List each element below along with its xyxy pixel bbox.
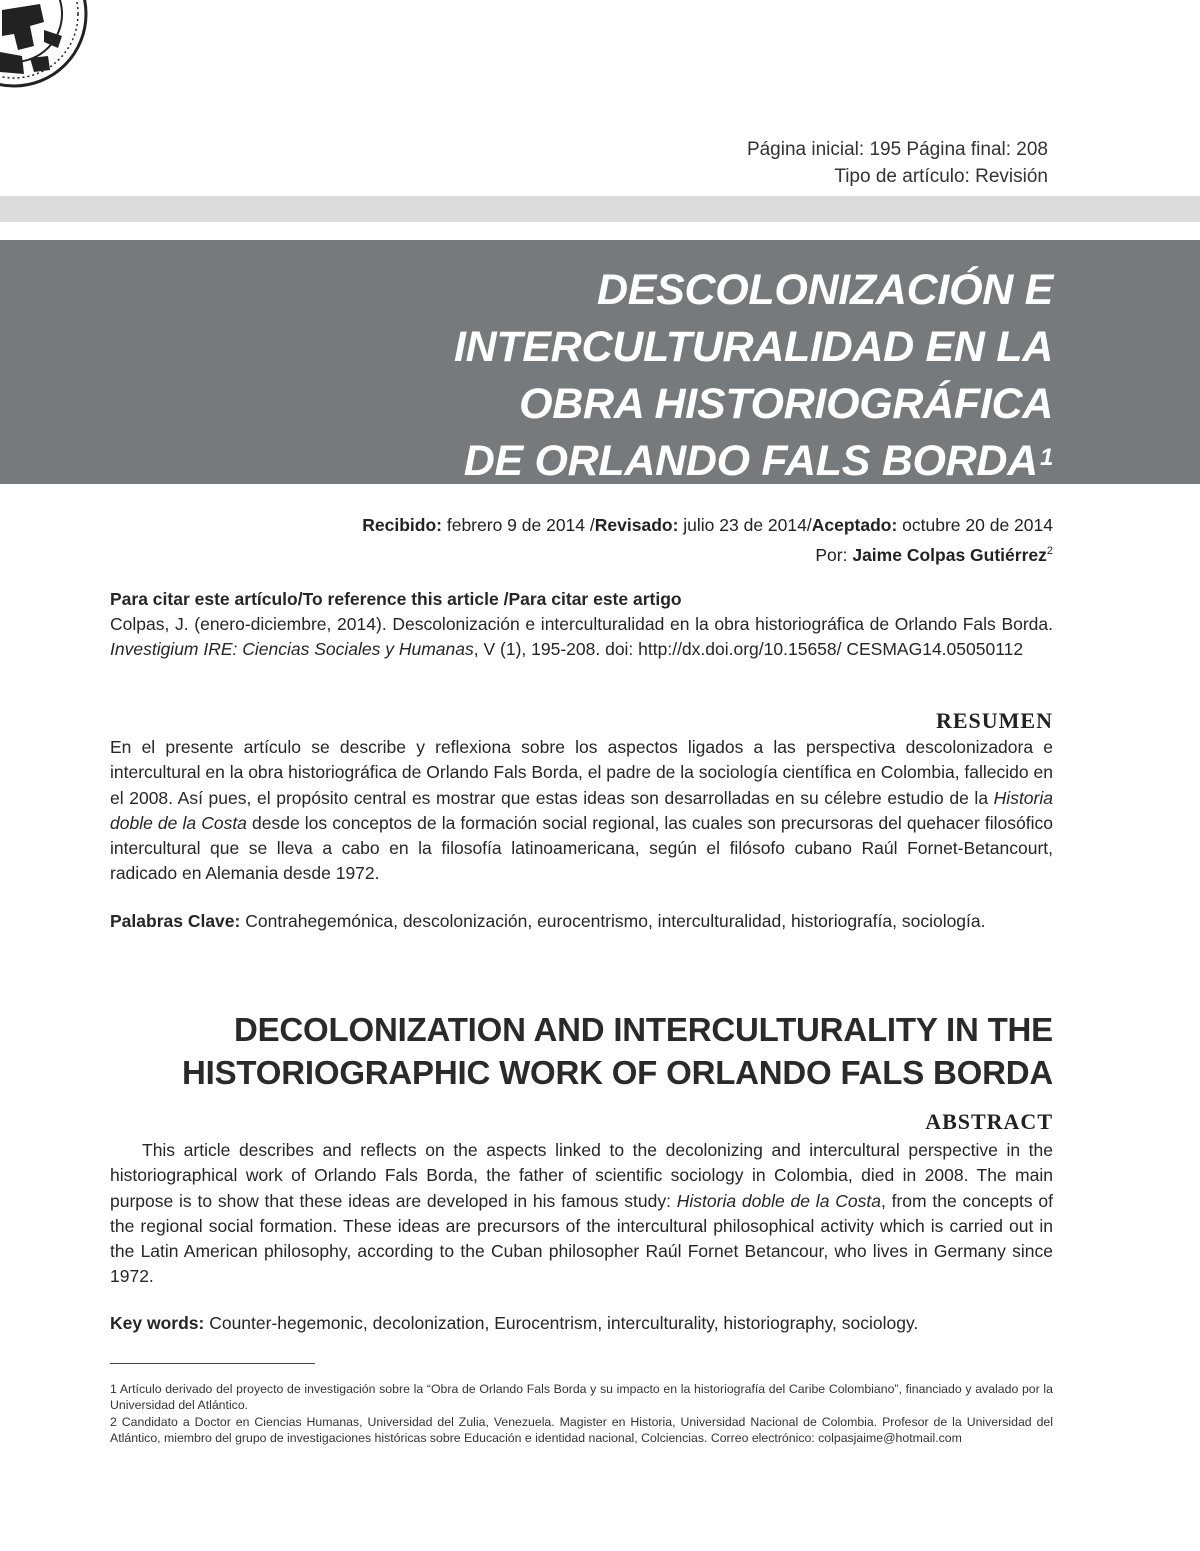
citation-block [110,587,1053,662]
abstract-text-end: , from the concepts of the regional social formation. These ideas are precursors of the intercultural philosophical activity which is carried out in the Latin American philosophy, according to the Cuban philosopher Raúl Fornet Betancour, who lives in Germany since 1972. [110,1190,1054,1287]
title-footnote-mark: 1 [1039,444,1053,471]
keywords-en-label: Key words: [110,1313,205,1333]
accepted-label: Aceptado: [811,515,898,535]
footnote: 2 Candidato a Doctor en Ciencias Humanas, Universidad del Zulia, Venezuela. Magister en Historia, Universidad Nacional de Colombia. Profesor de la Universidad del Atlántico, miembro del grupo de investigaciones históricas sobre Educación e identidad nacional, Colciencias. Correo electrónico: colpasjaime@hotmail.com [110,1414,1053,1445]
abstract-italic-title: Historia doble de la Costa [676,1190,881,1211]
resumen-italic-title: Historia doble de la Costa [110,787,1053,833]
article-dates [362,512,1053,568]
title-line: OBRA HISTORIOGRÁFICA [519,380,1053,428]
received-date: febrero 9 de 2014 [446,515,586,535]
dates-line: Recibido: febrero 9 de 2014 /Revisado: julio 23 de 2014/Aceptado: octubre 20 de 2014 [362,515,1053,535]
citation-text [110,612,1053,662]
keywords-es-text: Contrahegemónica, descolonización, eurocentrismo, interculturalidad, historiografía, sociología. [245,911,986,931]
journal-logo-icon [0,0,95,100]
keywords-es-label: Palabras Clave: [110,911,241,931]
resumen-text-end: desde los conceptos de la formación social regional, las cuales son precursoras del quehacer filosófico intercultural que se lleva a cabo en la filosofía latinoamericana, según el filósofo cubano Raúl Fornet-Betancourt, radicado en Alemania desde 1972. [110,812,1053,884]
author-name: Jaime Colpas Gutiérrez [852,544,1047,565]
abstract-text [110,1138,1053,1290]
title-line: INTERCULTURALIDAD EN LA [453,323,1053,371]
resumen-heading: RESUMEN [935,708,1053,733]
citation-text-start: Colpas, J. (enero-diciembre, 2014). Descolonización e interculturalidad en la obra historiográfica de Orlando Fals Borda. [110,614,1053,634]
footnote: 1 Artículo derivado del proyecto de investigación sobre la “Obra de Orlando Fals Borda y su impacto en la historiografía del Caribe Colombiano”, financiado y avalado por la Universidad del Atlántico. [110,1382,1053,1413]
spanish-title [253,262,1053,490]
revised-label: Revisado: [594,515,679,535]
citation-text-end: , V (1), 195-208. doi: http://dx.doi.org/10.15658/ CESMAG14.05050112 [473,639,1024,659]
author-line [362,538,1053,568]
keywords-es [110,909,1053,934]
english-title [133,1008,1053,1094]
keywords-en-text: Counter-hegemonic, decolonization, Eurocentrism, interculturality, historiography, sociology. [209,1313,919,1333]
title-en-line: DECOLONIZATION AND INTERCULTURALITY IN THE [233,1011,1053,1048]
resumen-text [110,735,1053,887]
article-type: Tipo de artículo: Revisión [834,166,1048,187]
author-footnote-mark: 2 [1046,545,1053,557]
resumen-text-start: En el presente artículo se describe y reflexiona sobre los aspectos ligados a las perspectiva descolonizadora e intercultural en la obra historiográfica de Orlando Fals Borda, el padre de la sociología científica en Colombia, fallecido en el 2008. Así pues, el propósito central es mostrar que estas ideas son desarrolladas en su célebre estudio de la [110,737,1053,808]
citation-heading: Para citar este artículo/To reference this article /Para citar este artigo [110,589,682,609]
abstract-text-start: This article describes and reflects on the aspects linked to the decolonizing and intercultural perspective in the historiographical work of Orlando Fals Borda, the father of scientific sociology in Colombia, died in 2008. The main purpose is to show that these ideas are developed in his famous study: [110,1140,1053,1211]
revised-date: julio 23 de 2014 [683,515,807,535]
page-info [747,136,1048,190]
title-line: DESCOLONIZACIÓN E [597,266,1053,314]
received-label: Recibido: [362,515,442,535]
journal-name: Investigium IRE: Ciencias Sociales y Humanas [110,639,474,659]
title-en-line: HISTORIOGRAPHIC WORK OF ORLANDO FALS BORDA [182,1054,1053,1091]
page-range: Página inicial: 195 Página final: 208 [746,139,1048,160]
title-line: DE ORLANDO FALS BORDA [463,437,1038,485]
header-band-light [0,196,1200,222]
footnote-divider [110,1363,315,1364]
by-label: Por: [815,544,848,565]
keywords-en [110,1311,1053,1336]
footnotes [110,1381,1053,1446]
accepted-date: octubre 20 de 2014 [902,515,1053,535]
abstract-heading: ABSTRACT [925,1109,1053,1134]
